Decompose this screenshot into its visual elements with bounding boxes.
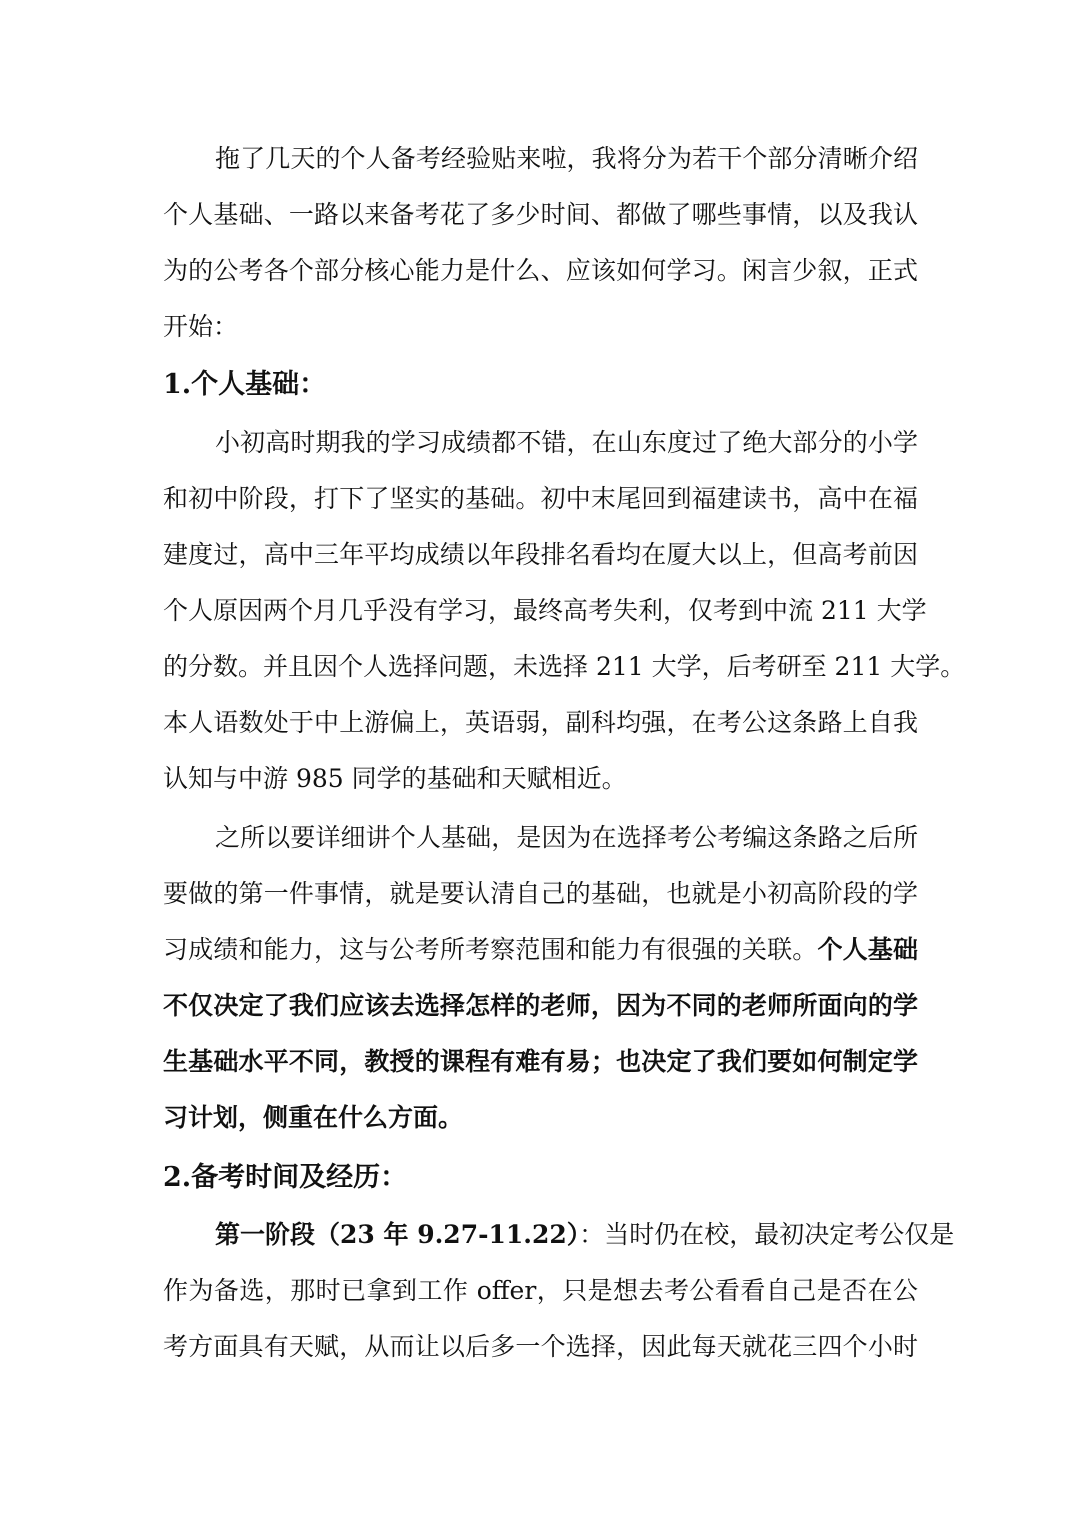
section-1-para-1-line-2: 和初中阶段，打下了坚实的基础。初中末尾回到福建读书，高中在福 [163,484,918,513]
section-2-para-1-line-2: 作为备选，那时已拿到工作 offer，只是想去考公看看自己是否在公 [163,1276,918,1305]
section-1-para-2-line-1: 之所以要详细讲个人基础，是因为在选择考公考编这条路之后所 [215,823,918,852]
section-1-para-2-line-3 [163,922,918,978]
intro-line-4: 开始： [163,312,239,341]
section-2-para-1-line-1 [163,1207,955,1263]
section-1-para-1-line-3: 建度过，高中三年平均成绩以年段排名看均在厦大以上，但高考前因 [163,540,918,569]
section-1-para-1-line-4: 个人原因两个月几乎没有学习，最终高考失利，仅考到中流 211 大学 [163,596,927,625]
section-1-para-1-line-7: 认知与中游 985 同学的基础和天赋相近。 [163,764,627,793]
section-1-para-1-line-1: 小初高时期我的学习成绩都不错，在山东度过了绝大部分的小学 [215,428,918,457]
section-2-para-1-line-3: 考方面具有天赋，从而让以后多一个选择，因此每天就花三四个小时 [163,1332,918,1361]
section-1-para-1-line-5: 的分数。并且因个人选择问题，未选择 211 大学，后考研至 211 大学。 [163,652,966,681]
section-2-heading: 2.备考时间及经历： [163,1162,408,1193]
para-2-line-3-bold-text: 个人基础 [817,935,918,964]
intro-line-1: 拖了几天的个人备考经验贴来啦，我将分为若干个部分清晰介绍 [215,144,918,173]
stage-1-text: ：当时仍在校，最初决定考公仅是 [579,1220,955,1249]
intro-line-2: 个人基础、一路以来备考花了多少时间、都做了哪些事情，以及我认 [163,200,918,229]
section-1-para-2-bold-line-2: 生基础水平不同，教授的课程有难有易；也决定了我们要如何制定学 [163,1047,918,1076]
section-1-para-2-bold-line-3: 习计划，侧重在什么方面。 [163,1103,464,1132]
section-1-para-2-line-2: 要做的第一件事情，就是要认清自己的基础，也就是小初高阶段的学 [163,879,918,908]
para-2-line-3-normal-text: 习成绩和能力，这与公考所考察范围和能力有很强的关联。 [163,935,818,964]
section-1-heading: 1.个人基础： [163,369,327,400]
stage-1-label: 第一阶段（23 年 9.27-11.22） [215,1220,580,1249]
intro-line-3: 为的公考各个部分核心能力是什么、应该如何学习。闲言少叙，正式 [163,256,918,285]
section-1-para-1-line-6: 本人语数处于中上游偏上，英语弱，副科均强，在考公这条路上自我 [163,708,918,737]
section-1-para-2-bold-line-1: 不仅决定了我们应该去选择怎样的老师，因为不同的老师所面向的学 [163,991,918,1020]
